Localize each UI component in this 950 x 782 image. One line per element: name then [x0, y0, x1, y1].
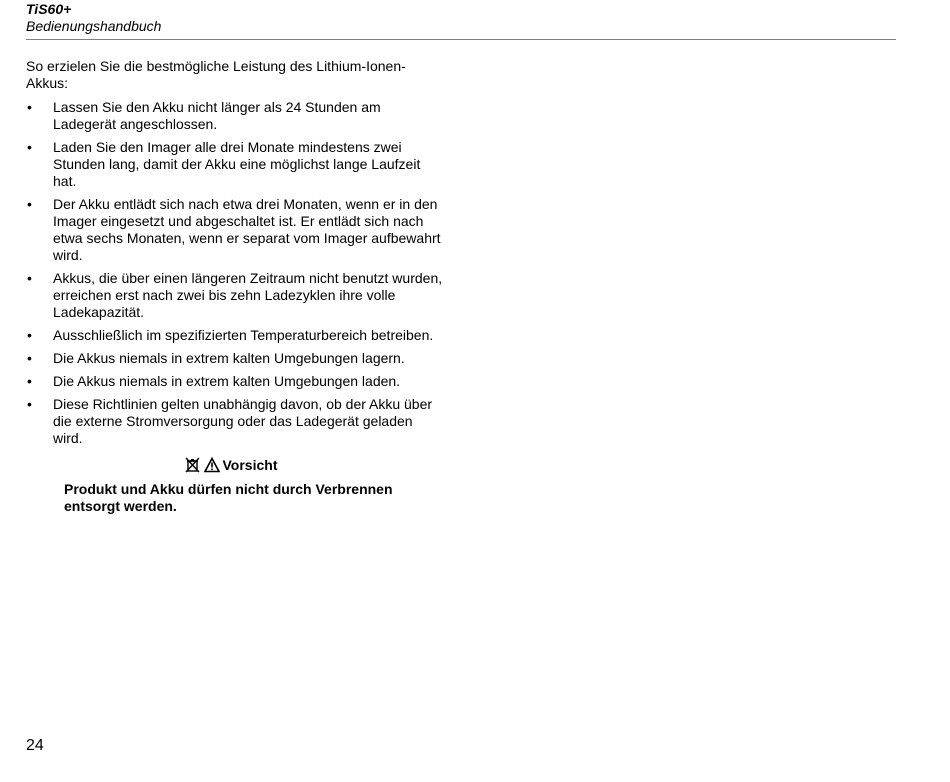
bullet-mark: •: [27, 270, 32, 286]
caution-heading-label: Vorsicht: [222, 457, 278, 473]
bullet-mark: •: [27, 327, 32, 343]
bullet-mark: •: [27, 350, 32, 366]
intro-paragraph: So erzielen Sie die bestmögliche Leistung des Lithium-Ionen-Akkus:: [26, 58, 406, 91]
list-item: [26, 99, 446, 133]
list-item-text: Akkus, die über einen längeren Zeitraum nicht benutzt wurden, erreichen erst nach zwei bis zehn Ladezyklen ihre volle Ladekapazität.: [53, 270, 443, 320]
list-item: [26, 327, 446, 344]
list-item: [26, 396, 446, 447]
list-item-text: Diese Richtlinien gelten unabhängig davon, ob der Akku über die externe Stromversorgung oder das Ladegerät geladen wird.: [53, 396, 433, 446]
header-rule: [26, 39, 896, 40]
list-item-text: Die Akkus niemals in extrem kalten Umgebungen lagern.: [53, 350, 405, 366]
bullet-mark: •: [27, 373, 32, 389]
bullet-mark: •: [27, 99, 32, 115]
list-item-text: Die Akkus niemals in extrem kalten Umgebungen laden.: [53, 373, 401, 389]
header-subtitle: Bedienungshandbuch: [26, 18, 162, 34]
bullet-list: [26, 99, 446, 447]
bullet-mark: •: [27, 396, 32, 412]
list-item-text: Laden Sie den Imager alle drei Monate mindestens zwei Stunden lang, damit der Akku eine möglichst lange Laufzeit hat.: [53, 139, 421, 189]
list-item: [26, 196, 446, 264]
warning-triangle-icon: [204, 457, 220, 473]
list-item: [26, 373, 446, 390]
list-item-text: Lassen Sie den Akku nicht länger als 24 Stunden am Ladegerät angeschlossen.: [53, 99, 381, 132]
caution-heading: [26, 456, 436, 474]
list-item: [26, 270, 446, 321]
page-header: [26, 1, 896, 35]
list-item: [26, 350, 446, 367]
list-item: [26, 139, 446, 190]
crossed-out-bin-icon: [185, 457, 201, 473]
bullet-mark: •: [27, 139, 32, 155]
main-content: [26, 58, 446, 515]
header-model: TiS60+: [26, 1, 72, 17]
page-number: 24: [26, 737, 44, 754]
list-item-text: Ausschließlich im spezifizierten Temperaturbereich betreiben.: [53, 327, 434, 343]
list-item-text: Der Akku entlädt sich nach etwa drei Monaten, wenn er in den Imager eingesetzt und abgeschaltet ist. Er entlädt sich nach etwa sechs Monaten, wenn er separat vom Imager aufbewahrt wird.: [53, 196, 441, 263]
bullet-mark: •: [27, 196, 32, 212]
caution-text: Produkt und Akku dürfen nicht durch Verbrennen entsorgt werden.: [64, 481, 393, 514]
